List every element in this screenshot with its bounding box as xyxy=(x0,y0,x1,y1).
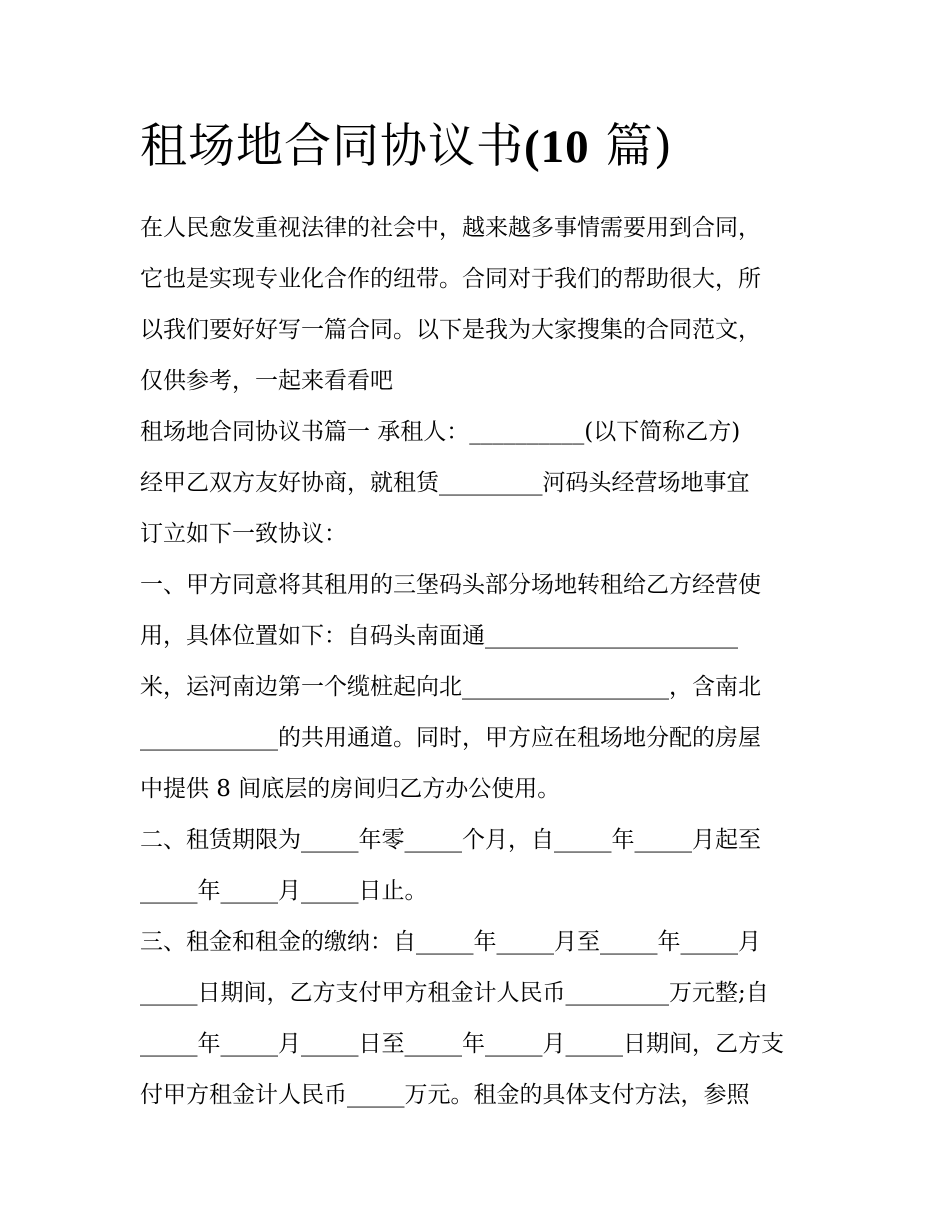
title-count: (10 xyxy=(524,121,590,173)
intro-line-2: 它也是实现专业化合作的纽带。合同对于我们的帮助很大，所 xyxy=(140,266,761,292)
intro-line-3: 以我们要好好写一篇合同。以下是我为大家搜集的合同范文， xyxy=(140,317,761,343)
clause-3-line: _____年_____月_____日至_____年_____月_____日期间，乙方支 xyxy=(140,1031,784,1057)
clause-3-line: 三、租金和租金的缴纳：自_____年_____月至_____年_____月 xyxy=(140,929,761,955)
clause-2-line: _____年_____月_____日止。 xyxy=(140,878,428,904)
contract-line: 经甲乙双方友好协商，就租赁_________河码头经营场地事宜 xyxy=(140,470,750,496)
title-text: 租场地合同协议书 xyxy=(140,119,524,174)
title-suffix: 篇) xyxy=(589,119,673,174)
document-page xyxy=(140,116,820,1121)
clause-1-line: ____________的共用通道。同时，甲方应在租场地分配的房屋 xyxy=(140,725,761,751)
intro-line-4: 仅供参考，一起来看看吧 xyxy=(140,368,393,394)
intro-line-1: 在人民愈发重视法律的社会中，越来越多事情需要用到合同， xyxy=(140,215,761,241)
document-body xyxy=(140,203,820,1121)
clause-3-line: _____日期间，乙方支付甲方租金计人民币_________万元整;自 xyxy=(140,980,769,1006)
clause-1-line: 中提供 8 间底层的房间归乙方办公使用。 xyxy=(140,776,561,802)
clause-2-line: 二、租赁期限为_____年零_____个月，自_____年_____月起至 xyxy=(140,827,761,853)
clause-1-line: 用，具体位置如下：自码头南面通______________________ xyxy=(140,623,738,649)
contract-line: 订立如下一致协议： xyxy=(140,521,347,547)
clause-1-line: 一、甲方同意将其租用的三堡码头部分场地转租给乙方经营使 xyxy=(140,572,761,598)
clause-3-line: 付甲方租金计人民币_____万元。租金的具体支付方法，参照 xyxy=(140,1082,750,1108)
document-title xyxy=(140,116,820,178)
contract-heading-line: 租场地合同协议书篇一 承租人：__________(以下简称乙方) xyxy=(140,419,741,445)
clause-1-line: 米，运河南边第一个缆桩起向北__________________，含南北 xyxy=(140,674,761,700)
